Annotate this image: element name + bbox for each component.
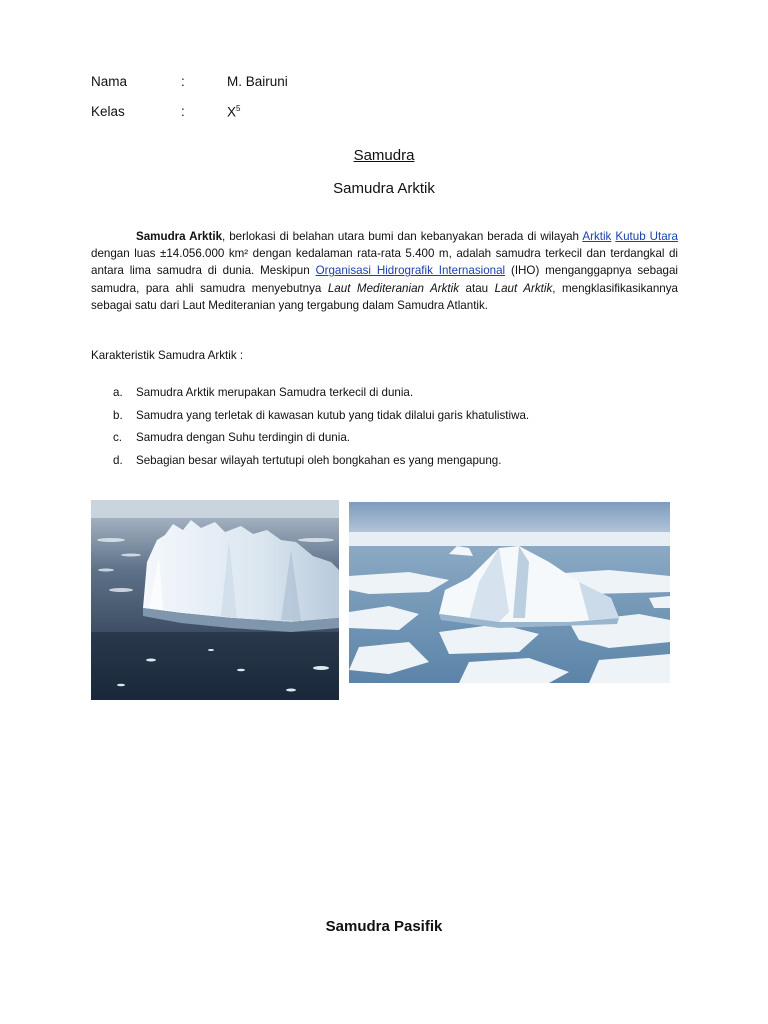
class-value: $X^5$ <box>227 104 241 120</box>
name-label: Nama <box>91 74 128 89</box>
class-superscript: 5 <box>236 104 241 113</box>
link-arktik[interactable]: Arktik <box>582 230 612 243</box>
page-title: Samudra <box>353 147 415 164</box>
link-kutub-utara[interactable]: Kutub Utara <box>615 230 678 243</box>
next-section-title: Samudra Pasifik <box>325 918 443 935</box>
bold-term: Samudra Arktik <box>136 230 223 243</box>
link-iho[interactable]: Organisasi Hidrografik Internasional <box>315 264 506 278</box>
iceberg-photo-2 <box>349 502 670 683</box>
intro-paragraph: Samudra Arktik, berlokasi di belahan utara bumi dan kebanyakan berada di wilayah Arktik Kutub Utara dengan luas ±14.056.000 km² dengan kedalaman rata-rata 5.400 m, adalah samudra terkecil dan terdangkal di antara lima samudra di dunia. Meskipun Organisasi Hidrografik Internasional (IHO) menganggapnya sebagai samudra, para ahli samudra menyebutnya Laut Mediteranian Arktik atau Laut Arktik, mengklasifikasikannya sebagai satu dari Laut Mediteranian yang tergabung dalam Samudra Atlantik. <box>91 230 678 312</box>
characteristics-heading: Karakteristik Samudra Arktik : <box>91 349 244 362</box>
name-value: M. Bairuni <box>227 74 288 89</box>
class-colon: : <box>181 104 185 119</box>
class-label: Kelas <box>91 104 125 119</box>
iceberg-photo-1 <box>91 500 339 700</box>
section-title: Samudra Arktik <box>333 180 435 197</box>
name-colon: : <box>181 74 185 89</box>
